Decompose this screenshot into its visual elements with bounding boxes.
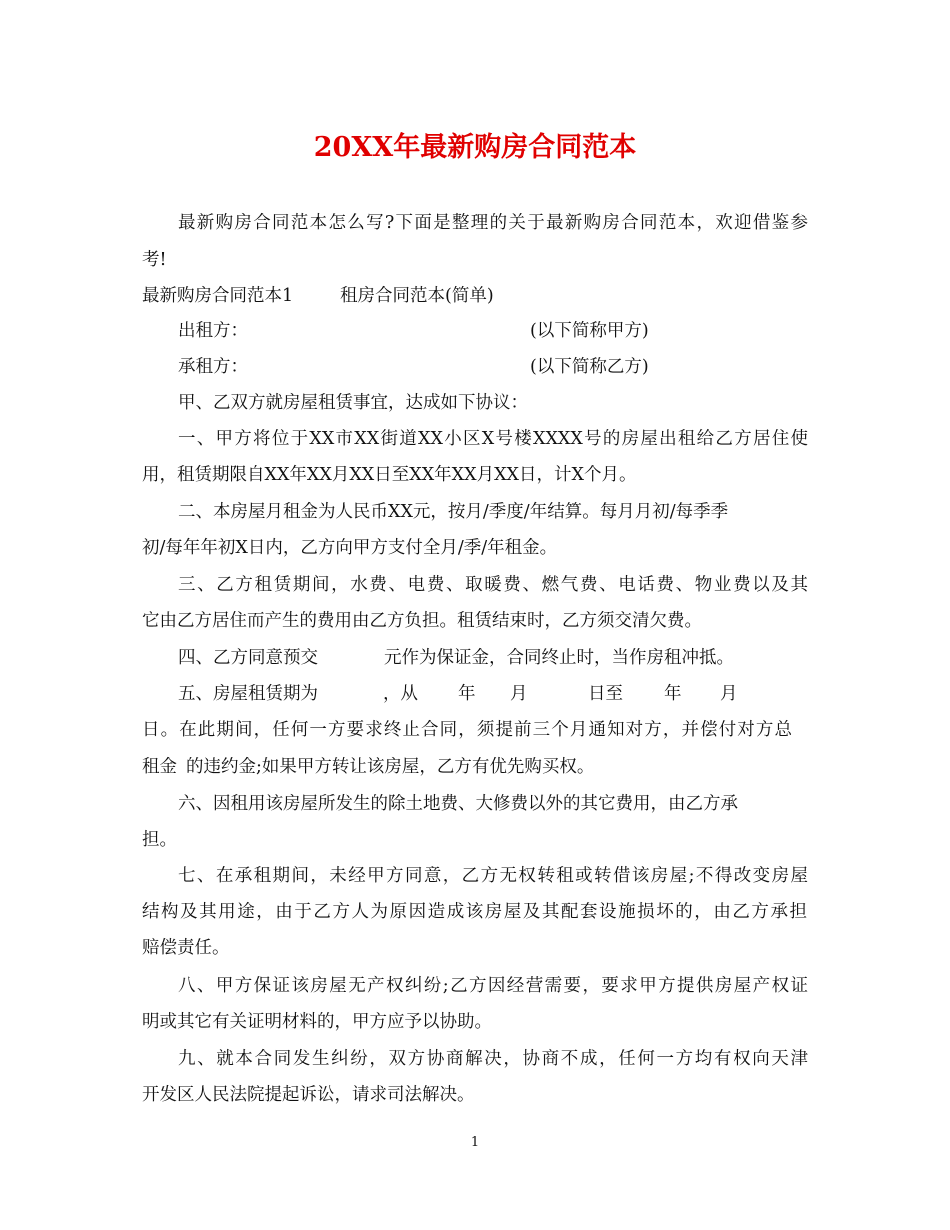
clause-5-part-5: 日至	[588, 684, 623, 704]
preamble: 甲、乙双方就房屋租赁事宜，达成如下协议：	[178, 393, 528, 413]
intro-line-2: 考!	[142, 250, 167, 270]
clause-2-line-1: 二、本房屋月租金为人民币XX元，按月/季度/年结算。每月月初/每季季	[178, 502, 729, 522]
clause-3-line-1: 三、乙方租赁期间，水费、电费、取暖费、燃气费、电话费、物业费以及其	[178, 575, 808, 595]
document-title: 20XX年最新购房合同范本	[313, 132, 637, 163]
lessee-label: 承租方：	[178, 357, 248, 377]
intro-line-1: 最新购房合同范本怎么写?下面是整理的关于最新购房合同范本，欢迎借鉴参	[178, 213, 808, 233]
lessee-note: (以下简称乙方)	[530, 357, 649, 377]
clause-7-line-2: 结构及其用途，由于乙方人为原因造成该房屋及其配套设施损坏的，由乙方承担	[142, 902, 807, 922]
clause-9-line-2: 开发区人民法院提起诉讼，请求司法解决。	[142, 1085, 475, 1105]
clause-1-line-1: 一、甲方将位于XX市XX街道XX小区X号楼XXXX号的房屋出租给乙方居住使	[178, 429, 808, 449]
clause-7-line-3: 赔偿责任。	[142, 938, 230, 958]
clause-5-part-3: 年	[458, 684, 476, 704]
clause-7-line-1: 七、在承租期间，未经甲方同意，乙方无权转租或转借该房屋;不得改变房屋	[178, 866, 808, 886]
clause-5-part-2: ，从	[383, 684, 418, 704]
clause-4-part-2: 元作为保证金，合同终止时，当作房租冲抵。	[384, 648, 734, 668]
clause-5-line-3-part-1: 租金	[142, 757, 177, 777]
clause-5-line-3	[142, 749, 807, 785]
clause-5-part-4: 月	[510, 684, 528, 704]
clause-5-part-7: 月	[720, 684, 738, 704]
clause-5-line-3-part-2: 的违约金;如果甲方转让该房屋，乙方有优先购买权。	[186, 757, 595, 777]
lessee-line	[178, 349, 808, 385]
clause-5-line-1	[178, 676, 808, 712]
clause-5-part-6: 年	[664, 684, 682, 704]
clause-9-line-1: 九、就本合同发生纠纷，双方协商解决，协商不成，任何一方均有权向天津	[178, 1049, 808, 1069]
clause-1-line-2: 用，租赁期限自XX年XX月XX日至XX年XX月XX日，计X个月。	[142, 465, 637, 485]
lessor-line	[178, 313, 808, 349]
clause-5-part-1: 五、房屋租赁期为	[178, 684, 318, 704]
sample-heading	[142, 278, 807, 314]
clause-4-part-1: 四、乙方同意预交	[178, 648, 318, 668]
clause-2-line-2: 初/每年年初X日内，乙方向甲方支付全月/季/年租金。	[142, 538, 558, 558]
page-number: 1	[470, 1135, 480, 1150]
clause-5-line-2: 日。在此期间，任何一方要求终止合同，须提前三个月通知对方，并偿付对方总	[142, 720, 792, 740]
sample-heading-left: 最新购房合同范本1	[142, 286, 294, 306]
clause-4	[178, 640, 808, 676]
clause-8-line-1: 八、甲方保证该房屋无产权纠纷;乙方因经营需要，要求甲方提供房屋产权证	[178, 976, 808, 996]
clause-3-line-2: 它由乙方居住而产生的费用由乙方负担。租赁结束时，乙方须交清欠费。	[142, 611, 702, 631]
clause-6-line-2: 担。	[142, 830, 177, 850]
clause-6-line-1: 六、因租用该房屋所发生的除土地费、大修费以外的其它费用，由乙方承	[178, 794, 738, 814]
lessor-label: 出租方：	[178, 321, 248, 341]
sample-heading-right: 租房合同范本(简单)	[340, 286, 494, 306]
lessor-note: (以下简称甲方)	[530, 321, 649, 341]
clause-8-line-2: 明或其它有关证明材料的，甲方应予以协助。	[142, 1012, 492, 1032]
